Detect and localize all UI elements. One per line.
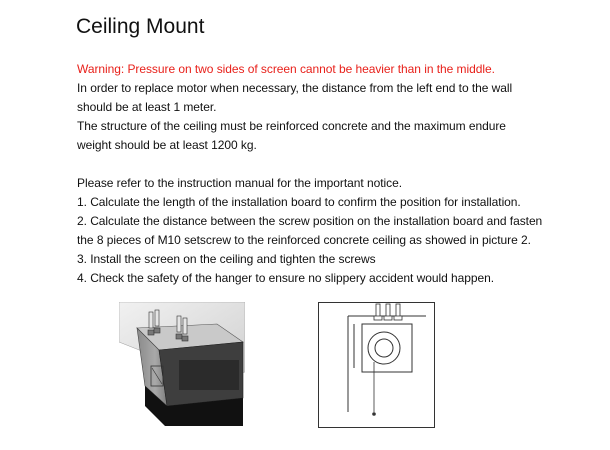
ceiling-mount-figure-2 — [318, 302, 435, 428]
ceiling-mount-figure-1 — [119, 302, 245, 426]
warning-text: Warning: Pressure on two sides of screen cannot be heavier than in the middle. — [77, 62, 495, 76]
step-1: 1. Calculate the length of the installation board to confirm the position for installation. — [77, 195, 521, 209]
paragraph-line: weight should be at least 1200 kg. — [77, 138, 257, 152]
notice-line: Please refer to the instruction manual for the important notice. — [77, 176, 402, 190]
paragraph-line: should be at least 1 meter. — [77, 100, 217, 114]
step-4: 4. Check the safety of the hanger to ensure no slippery accident would happen. — [77, 271, 495, 285]
paragraph-line: The structure of the ceiling must be reinforced concrete and the maximum endure — [77, 119, 506, 133]
step-2-continued: the 8 pieces of M10 setscrew to the reinforced concrete ceiling as showed in picture 2. — [77, 233, 531, 247]
paragraph-line: In order to replace motor when necessary, the distance from the left end to the wall — [77, 81, 513, 95]
page-title: Ceiling Mount — [76, 15, 205, 38]
step-2: 2. Calculate the distance between the screw position on the installation board and fasten — [77, 214, 543, 228]
step-3: 3. Install the screen on the ceiling and tighten the screws — [77, 252, 376, 266]
